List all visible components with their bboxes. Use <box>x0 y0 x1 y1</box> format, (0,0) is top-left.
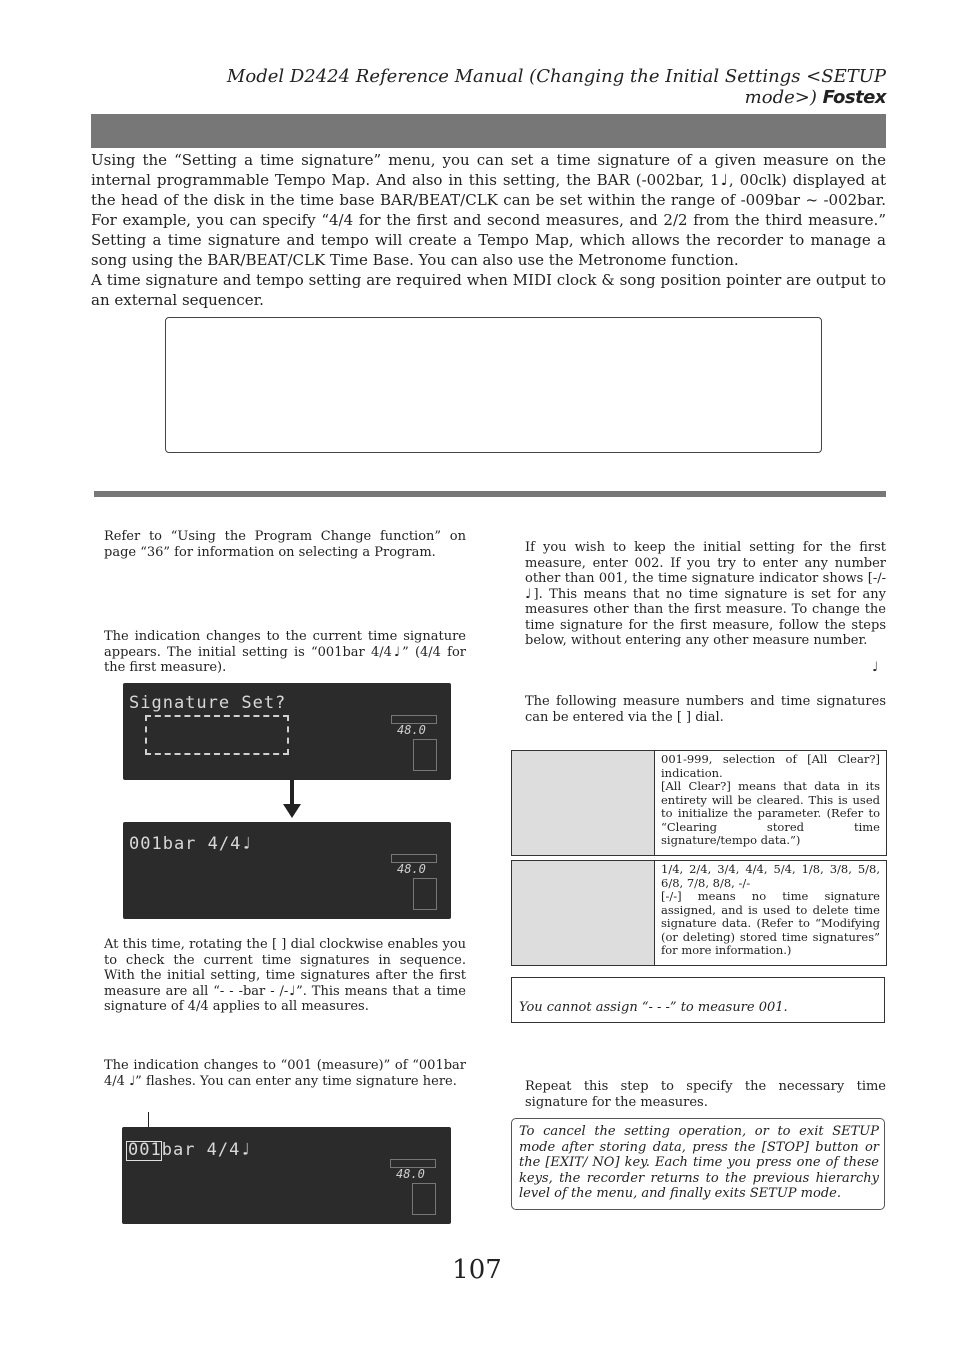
lcd-meter <box>412 1183 436 1215</box>
table-label-cell <box>512 751 654 855</box>
right-step-text-2: The following measure numbers and time signatures can be entered via the [ ] dial. <box>525 694 886 725</box>
fostex-logo: Fostex <box>822 87 886 108</box>
lcd-flash-area <box>145 715 289 755</box>
table-line: 001-999, selection of [All Clear?] indication. <box>661 752 880 780</box>
table-value-cell <box>654 751 886 855</box>
lcd-frequency: 48.0 <box>397 723 426 737</box>
note-symbol-icon: ♩ <box>872 660 879 675</box>
parameter-table-row-signature <box>511 860 887 966</box>
right-step-text-1: If you wish to keep the initial setting for the first measure, enter 002. If you try to enter any number other than 001, the time signature indicator shows [-/- ♩]. This means that no time signature is set for any measures other than the first measure. To change the time signature for the first measure, follow the steps below, without entering any other measure number. <box>525 540 886 648</box>
note-text: To cancel the setting operation, or to exit SETUP mode after storing data, press the [STOP] button or the [EXIT/ NO] key. Each time you press one of these keys, the recorder returns to the previous hierarchy level of the menu, and finally exits SETUP mode. <box>519 1124 879 1201</box>
parameter-table-row-measure <box>511 750 887 856</box>
header-title: Model D2424 Reference Manual (Changing the Initial Settings <SETUP mode>) <box>226 66 886 108</box>
note-box-measure-001 <box>511 977 885 1023</box>
left-step-text-1: Refer to “Using the Program Change function” on page “36” for information on selecting a Program. <box>104 529 466 560</box>
lcd-screen-001bar <box>123 822 451 919</box>
arrow-down <box>290 780 294 806</box>
running-header <box>150 66 886 108</box>
lcd-text: Signature Set? <box>129 693 287 713</box>
lcd-meter <box>413 739 437 771</box>
table-line: [-/-] means no time signature assigned, and is used to delete time signature data. (Refer to “Modifying (or deleting) stored time signatures” for more information.) <box>661 889 880 957</box>
arrow-down-icon <box>283 804 301 818</box>
lcd-flashing-measure: 001 <box>128 1140 162 1160</box>
note-text: You cannot assign “- - -” to measure 001. <box>519 1000 788 1015</box>
lcd-cursor <box>126 1141 162 1161</box>
table-label-cell <box>512 861 654 965</box>
left-step-text-3: At this time, rotating the [ ] dial clockwise enables you to check the current time signatures in sequence. With the initial setting, time signatures after the first measure are all “- - -bar - /-♩”. This means that a time signature of 4/4 applies to all measures. <box>104 937 466 1014</box>
left-step-text-4: The indication changes to “001 (measure)” of “001bar 4/4 ♩” flashes. You can enter any time signature here. <box>104 1058 466 1089</box>
right-step-text-3: Repeat this step to specify the necessary time signature for the measures. <box>525 1079 886 1110</box>
lcd-frequency: 48.0 <box>397 862 426 876</box>
note-box <box>165 317 822 453</box>
intro-paragraph-2: A time signature and tempo setting are required when MIDI clock & song position pointer are output to an external sequencer. <box>91 271 886 309</box>
intro-text <box>91 150 886 310</box>
intro-paragraph-1: Using the “Setting a time signature” menu, you can set a time signature of a given measure on the internal programmable Tempo Map. And also in this setting, the BAR (-002bar, 1♩, 00clk) displayed at the head of the disk in the time base BAR/BEAT/CLK can be set within the range of -009bar ~ -002bar. For example, you can specify “4/4 for the first and second measures, and 2/2 from the third measure.” Setting a time signature and tempo will create a Tempo Map, which allows the recorder to manage a song using the BAR/BEAT/CLK Time Base. You can also use the Metronome function. <box>91 151 886 269</box>
lcd-screen-flashing-measure <box>122 1127 451 1224</box>
lcd-meter <box>413 878 437 910</box>
table-line: 1/4, 2/4, 3/4, 4/4, 5/4, 1/8, 3/8, 5/8, 6/8, 7/8, 8/8, -/- <box>661 862 880 890</box>
left-step-text-2: The indication changes to the current time signature appears. The initial setting is “001bar 4/4♩” (4/4 for the first measure). <box>104 629 466 675</box>
lcd-signature: bar 4/4♩ <box>161 1140 252 1160</box>
lcd-frequency: 48.0 <box>396 1167 425 1181</box>
section-title-band <box>91 114 886 148</box>
lcd-screen-signature-set <box>123 683 451 780</box>
table-value-cell <box>654 861 886 965</box>
section-rule <box>94 491 886 497</box>
lcd-text: 001bar 4/4♩ <box>129 834 253 854</box>
page-number: 107 <box>452 1255 502 1285</box>
note-box-cancel <box>511 1118 885 1210</box>
table-line: [All Clear?] means that data in its entirety will be cleared. This is used to initialize the parameter. (Refer to “Clearing stored time signature/tempo data.”) <box>661 779 880 847</box>
